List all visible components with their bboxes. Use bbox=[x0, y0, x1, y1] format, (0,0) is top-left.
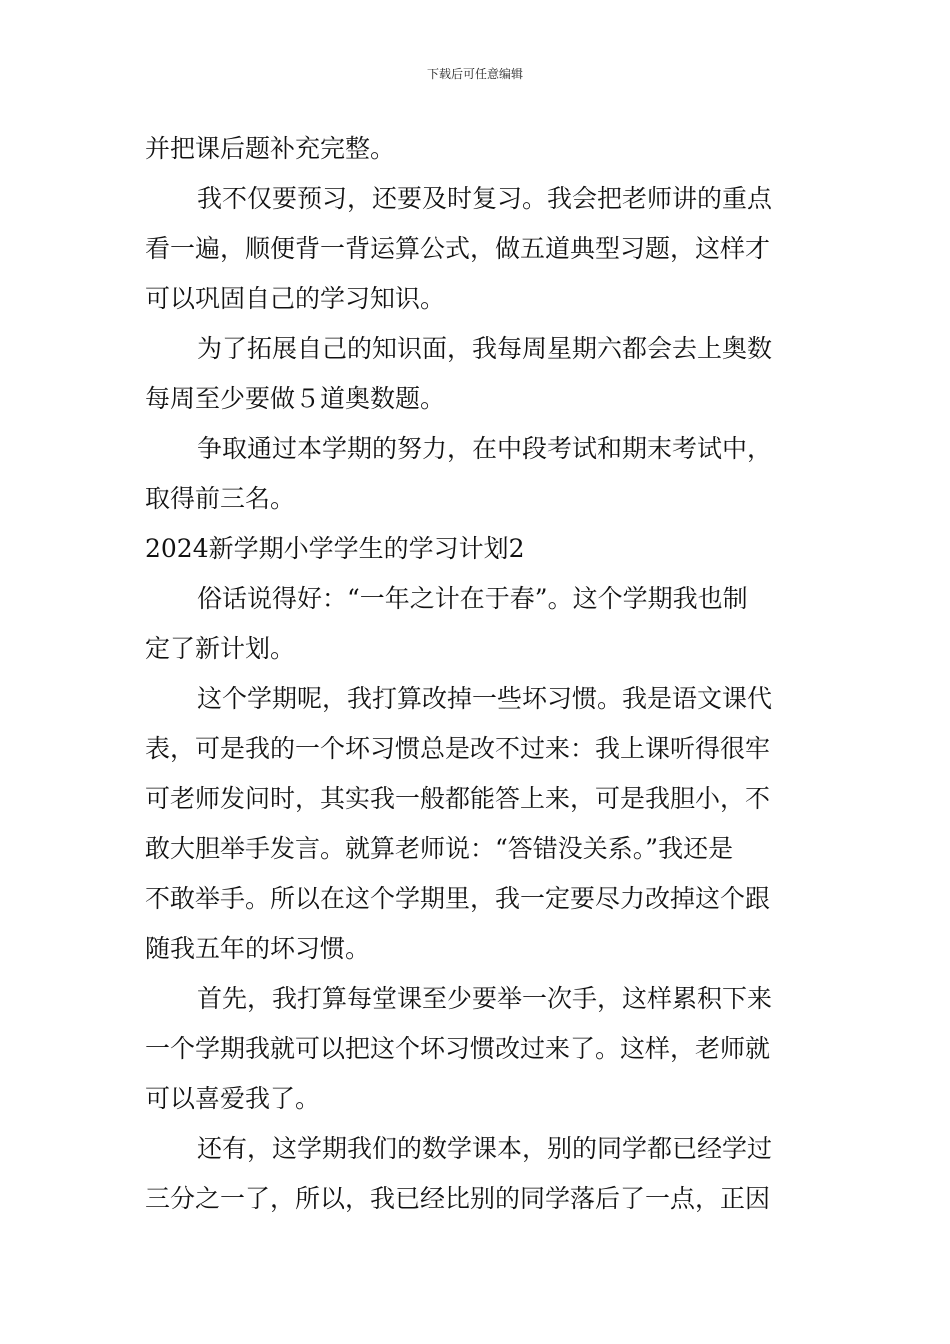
text-line: 敢大胆举手发言。就算老师说：“答错没关系。”我还是 bbox=[145, 834, 734, 863]
page-header: 下载后可任意编辑 bbox=[426, 67, 523, 81]
paragraph-start-line: 首先，我打算每堂课至少要举一次手，这样累积下来 bbox=[197, 984, 773, 1013]
text-line: 取得前三名。 bbox=[145, 484, 296, 513]
text-line: 可以喜爱我了。 bbox=[145, 1084, 321, 1113]
text-line: 不敢举手。所以在这个学期里，我一定要尽力改掉这个跟 bbox=[145, 884, 771, 913]
paragraph-start-line: 我不仅要预习，还要及时复习。我会把老师讲的重点 bbox=[197, 184, 773, 213]
paragraph-start-line: 为了拓展自己的知识面，我每周星期六都会去上奥数 bbox=[197, 334, 773, 363]
text-line: 可以巩固自己的学习知识。 bbox=[145, 284, 446, 313]
text-line: 表，可是我的一个坏习惯总是改不过来：我上课听得很牢 bbox=[145, 734, 771, 763]
paragraph-start-line: 这个学期呢，我打算改掉一些坏习惯。我是语文课代 bbox=[197, 684, 773, 713]
text-line: 可老师发问时，其实我一般都能答上来，可是我胆小，不 bbox=[145, 784, 771, 813]
text-line: 并把课后题补充完整。 bbox=[145, 134, 396, 163]
text-line: 看一遍，顺便背一背运算公式，做五道典型习题，这样才 bbox=[145, 234, 771, 263]
paragraph-start-line: 俗话说得好：“一年之计在于春”。这个学期我也制 bbox=[197, 584, 748, 613]
text-line: 定了新计划。 bbox=[145, 634, 296, 663]
text-line: 每周至少要做５道奥数题。 bbox=[145, 384, 446, 413]
section-heading: 2024新学期小学学生的学习计划2 bbox=[145, 534, 525, 563]
text-line: 随我五年的坏习惯。 bbox=[145, 934, 371, 963]
text-line: 一个学期我就可以把这个坏习惯改过来了。这样，老师就 bbox=[145, 1034, 771, 1063]
text-line: 三分之一了，所以，我已经比别的同学落后了一点，正因 bbox=[145, 1184, 771, 1213]
document-body bbox=[145, 124, 809, 1224]
paragraph-start-line: 争取通过本学期的努力，在中段考试和期末考试中， bbox=[197, 434, 773, 463]
paragraph-start-line: 还有，这学期我们的数学课本，别的同学都已经学过 bbox=[197, 1134, 773, 1163]
